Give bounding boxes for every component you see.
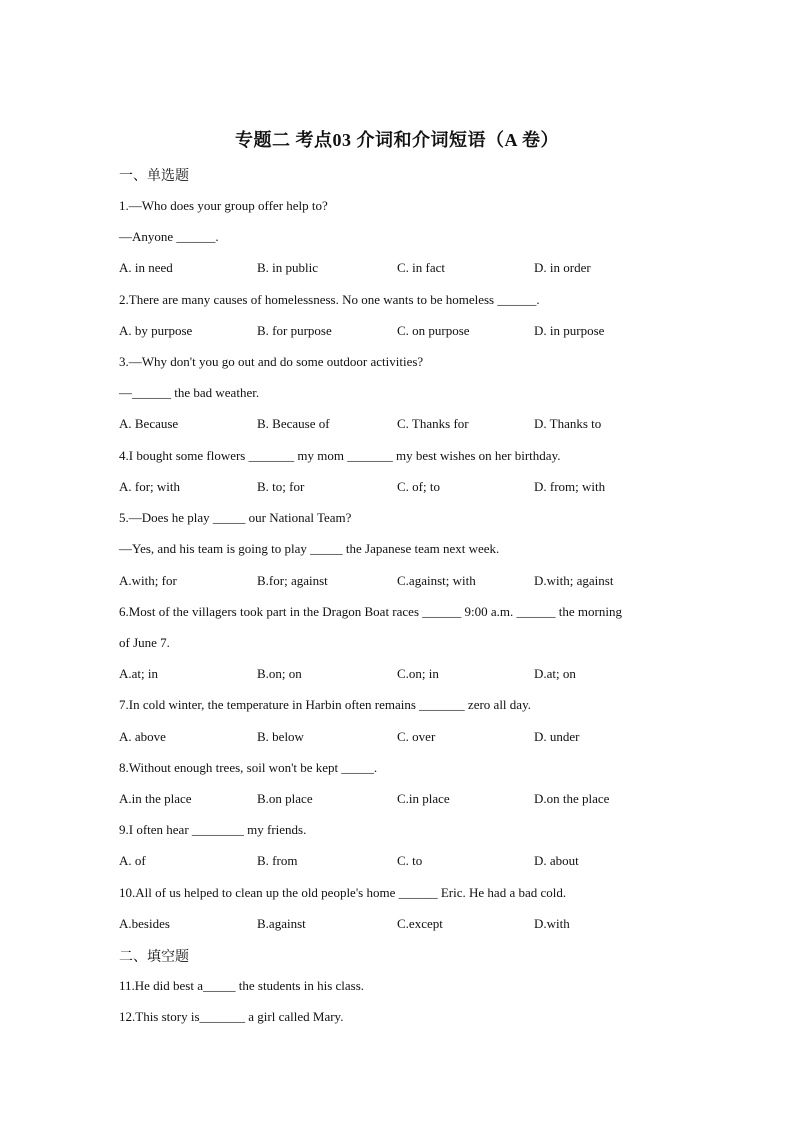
- option-a[interactable]: A.besides: [119, 916, 170, 931]
- option-b[interactable]: B. below: [257, 729, 304, 744]
- option-d[interactable]: D.with: [534, 916, 570, 931]
- question-3-stem-2: —______ the bad weather.: [119, 385, 260, 400]
- question-6-options: [119, 666, 679, 684]
- question-5-stem-2: —Yes, and his team is going to play _____ the Japanese team next week.: [119, 541, 500, 556]
- option-b[interactable]: B. from: [257, 853, 298, 868]
- question-4-options: [119, 479, 679, 497]
- option-c[interactable]: C. in fact: [397, 260, 446, 275]
- question-12-stem: 12.This story is_______ a girl called Mary.: [119, 1009, 344, 1024]
- question-9-stem: 9.I often hear ________ my friends.: [119, 822, 307, 837]
- option-b[interactable]: B.against: [257, 916, 306, 931]
- question-10-stem: 10.All of us helped to clean up the old people's home ______ Eric. He had a bad cold.: [119, 885, 567, 900]
- option-c[interactable]: C.in place: [397, 791, 450, 806]
- option-a[interactable]: A.in the place: [119, 791, 192, 806]
- option-a[interactable]: A. above: [119, 729, 166, 744]
- option-d[interactable]: D.at; on: [534, 666, 576, 681]
- question-8-options: [119, 791, 679, 809]
- question-4-stem: 4.I bought some flowers _______ my mom _______ my best wishes on her birthday.: [119, 448, 561, 463]
- option-a[interactable]: A. of: [119, 853, 146, 868]
- option-d[interactable]: D. Thanks to: [534, 416, 602, 431]
- option-a[interactable]: A. in need: [119, 260, 173, 275]
- question-5-options: [119, 573, 679, 591]
- option-c[interactable]: C. over: [397, 729, 436, 744]
- option-a[interactable]: A. for; with: [119, 479, 181, 494]
- question-5-stem: 5.—Does he play _____ our National Team?: [119, 510, 352, 525]
- question-1-options: [119, 260, 679, 278]
- question-1-stem-2: —Anyone ______.: [119, 229, 219, 244]
- option-b[interactable]: B.on; on: [257, 666, 302, 681]
- option-b[interactable]: B.on place: [257, 791, 313, 806]
- option-c[interactable]: C. on purpose: [397, 323, 470, 338]
- option-c[interactable]: C. Thanks for: [397, 416, 469, 431]
- option-a[interactable]: A. by purpose: [119, 323, 193, 338]
- option-b[interactable]: B. Because of: [257, 416, 330, 431]
- question-10-options: [119, 916, 679, 934]
- question-6-stem-2: of June 7.: [119, 635, 170, 650]
- option-d[interactable]: D.with; against: [534, 573, 614, 588]
- option-b[interactable]: B. for purpose: [257, 323, 332, 338]
- option-c[interactable]: C.against; with: [397, 573, 476, 588]
- option-d[interactable]: D. about: [534, 853, 579, 868]
- option-b[interactable]: B. to; for: [257, 479, 305, 494]
- question-6-stem: 6.Most of the villagers took part in the Dragon Boat races ______ 9:00 a.m. ______ the morning: [119, 604, 622, 619]
- question-9-options: [119, 853, 679, 871]
- option-b[interactable]: B. in public: [257, 260, 319, 275]
- option-a[interactable]: A.with; for: [119, 573, 177, 588]
- page-title: 专题二 考点03 介词和介词短语（A 卷）: [234, 130, 559, 150]
- option-c[interactable]: C.on; in: [397, 666, 439, 681]
- option-d[interactable]: D. under: [534, 729, 580, 744]
- option-a[interactable]: A. Because: [119, 416, 179, 431]
- option-c[interactable]: C. of; to: [397, 479, 440, 494]
- option-d[interactable]: D. in order: [534, 260, 591, 275]
- question-3-options: [119, 416, 679, 434]
- option-d[interactable]: D. in purpose: [534, 323, 605, 338]
- question-7-options: [119, 729, 679, 747]
- question-7-stem: 7.In cold winter, the temperature in Harbin often remains _______ zero all day.: [119, 697, 531, 712]
- question-11-stem: 11.He did best a_____ the students in his class.: [119, 978, 365, 993]
- question-1-stem: 1.—Who does your group offer help to?: [119, 198, 328, 213]
- option-c[interactable]: C.except: [397, 916, 443, 931]
- option-b[interactable]: B.for; against: [257, 573, 328, 588]
- section-heading-fill-blank: 二、填空题: [119, 950, 189, 965]
- question-3-stem: 3.—Why don't you go out and do some outdoor activities?: [119, 354, 424, 369]
- option-d[interactable]: D. from; with: [534, 479, 606, 494]
- option-a[interactable]: A.at; in: [119, 666, 158, 681]
- question-8-stem: 8.Without enough trees, soil won't be kept _____.: [119, 760, 378, 775]
- section-heading-single-choice: 一、单选题: [119, 169, 189, 184]
- option-c[interactable]: C. to: [397, 853, 423, 868]
- option-d[interactable]: D.on the place: [534, 791, 610, 806]
- question-2-options: [119, 323, 679, 341]
- question-2-stem: 2.There are many causes of homelessness. No one wants to be homeless ______.: [119, 292, 540, 307]
